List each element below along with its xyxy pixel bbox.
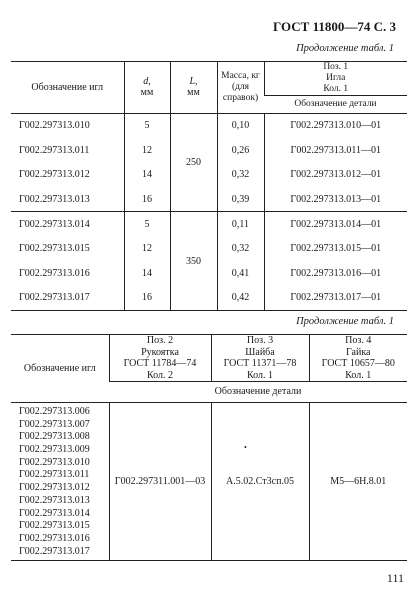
table-2 <box>11 334 407 561</box>
list-item: Г002.297313.015 <box>19 520 90 532</box>
designation-list <box>11 403 109 561</box>
table-row: Г002.297313.016 14 0,41 Г002.297313.016—01 <box>11 261 407 285</box>
col-header-pos2: Поз. 2 Рукоятка ГОСТ 11784—74 Кол. 2 <box>109 335 211 382</box>
list-item: Г002.297313.006 <box>19 406 90 417</box>
table-row: Г002.297313.014 5 350 0,11 Г002.297313.014—01 <box>11 212 407 237</box>
list-item: Г002.297313.013 <box>19 494 90 506</box>
pos4-value: М5—6Н.8.01 <box>309 403 407 561</box>
table-row <box>11 403 407 561</box>
list-item: Г002.297313.010 <box>19 456 90 468</box>
table-row: Г002.297313.017 16 0,42 Г002.297313.017—01 <box>11 286 407 311</box>
print-speck: • <box>244 443 247 452</box>
list-item: Г002.297313.008 <box>19 431 90 443</box>
table-row: Г002.297313.012 14 0,32 Г002.297313.012—01 <box>11 163 407 187</box>
col-header-designation: Обозначение игл <box>11 62 124 114</box>
table-1 <box>11 61 407 311</box>
L-group-2: 350 <box>170 212 217 311</box>
page-number: 111 <box>386 571 404 585</box>
col-header-details: Обозначение детали <box>264 95 407 113</box>
L-group-1: 250 <box>170 113 217 212</box>
list-item: Г002.297313.011 <box>19 469 90 481</box>
table-row: Г002.297313.011 12 0,26 Г002.297313.011—01 <box>11 138 407 162</box>
table-row: Г002.297313.013 16 0,39 Г002.297313.013—01 <box>11 187 407 212</box>
pos3-value: А.5.02.Ст3сп.05 <box>211 403 309 561</box>
col-header-mass: Масса, кг (для справок) <box>217 62 264 114</box>
col-header-designation: Обозначение игл <box>11 335 109 403</box>
col-header-d: d, мм <box>124 62 170 114</box>
continuation-label-2: Продолжение табл. 1 <box>296 316 394 327</box>
list-item: Г002.297313.016 <box>19 532 90 544</box>
pos2-value: Г002.297311.001—03 <box>109 403 211 561</box>
table-row: Г002.297313.010 5 250 0,10 Г002.297313.010—01 <box>11 113 407 138</box>
continuation-label-1: Продолжение табл. 1 <box>296 43 394 54</box>
list-item: Г002.297313.012 <box>19 482 90 494</box>
col-header-details: Обозначение детали <box>109 382 407 403</box>
col-header-L: L, мм <box>170 62 217 114</box>
list-item: Г002.297313.014 <box>19 507 90 519</box>
list-item: Г002.297313.007 <box>19 418 90 430</box>
table-row: Г002.297313.015 12 0,32 Г002.297313.015—01 <box>11 237 407 261</box>
col-header-pos1: Поз. 1 Игла Кол. 1 <box>264 62 407 96</box>
page-header: ГОСТ 11800—74 С. 3 <box>273 19 396 34</box>
list-item: Г002.297313.017 <box>19 545 90 557</box>
list-item: Г002.297313.009 <box>19 444 90 456</box>
col-header-pos4: Поз. 4 Гайка ГОСТ 10657—80 Кол. 1 <box>309 335 407 382</box>
col-header-pos3: Поз. 3 Шайба ГОСТ 11371—78 Кол. 1 <box>211 335 309 382</box>
